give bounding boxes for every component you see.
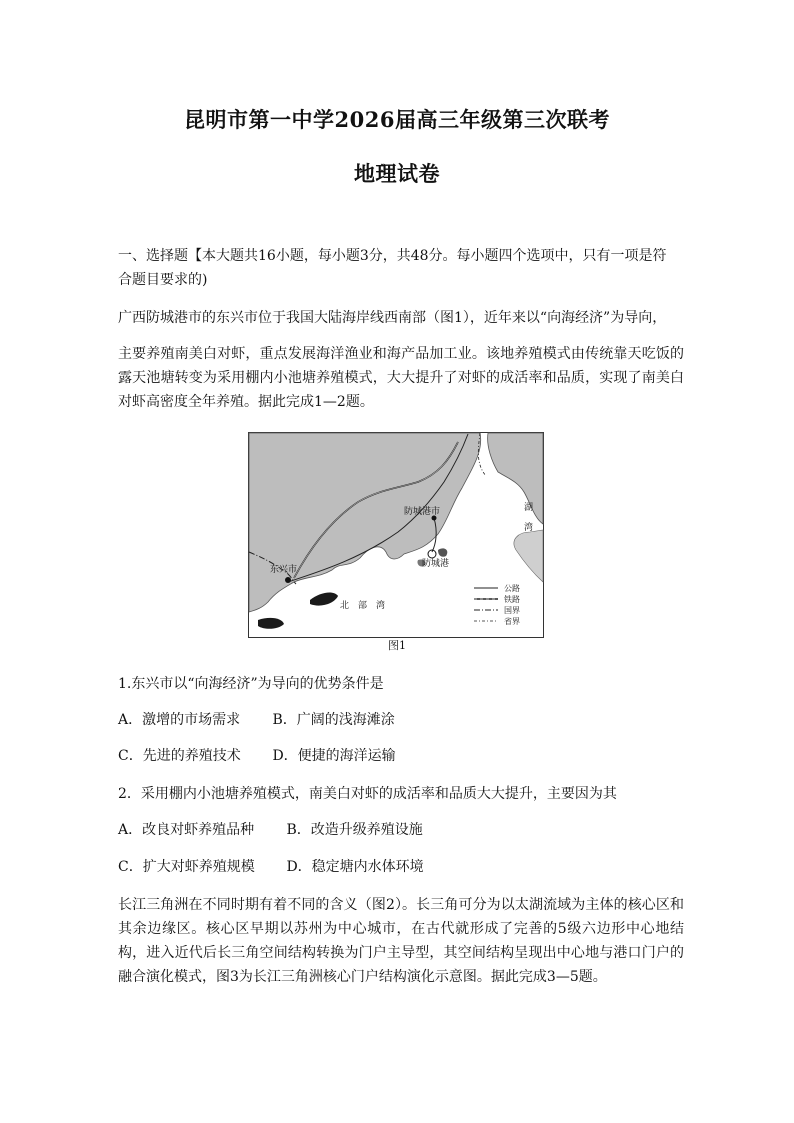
map-svg	[248, 432, 544, 638]
section-heading-line2: 合题目要求的)	[118, 272, 208, 288]
q2-option-a: A．改良对虾养殖品种	[118, 822, 255, 838]
q2-stem: 2．采用棚内小池塘养殖模式，南美白对虾的成活率和品质大大提升，主要因为其	[118, 786, 617, 802]
figure1-caption: 图1	[388, 639, 406, 652]
label-dx-city: 东兴市	[270, 565, 298, 575]
label-gulf: 北 部 湾	[340, 601, 386, 611]
subject-title: 地理试卷	[354, 161, 440, 186]
legend-road: 公路	[504, 584, 520, 593]
section-heading-line1: 一、选择题【本大题共16小题，每小题3分，共48分。每小题四个选项中，只有一项是符	[118, 248, 667, 264]
label-bay: 湾	[524, 523, 534, 533]
exam-title: 昆明市第一中学2026届高三年级第三次联考	[184, 107, 610, 132]
q2-option-d: D．稳定塘内水体环境	[286, 859, 424, 875]
q1-option-d: D．便捷的海洋运输	[272, 748, 396, 764]
figure1-map	[248, 432, 544, 638]
legend-province-border: 省界	[504, 617, 520, 626]
q1-option-c: C．先进的养殖技术	[118, 748, 241, 764]
q1-option-b: B．广阔的浅海滩涂	[272, 712, 395, 728]
city-dx-dot	[285, 577, 291, 583]
q2-options-row1	[118, 818, 423, 842]
q1-option-a: A．激增的市场需求	[118, 712, 241, 728]
q1-stem: 1.东兴市以“向海经济”为导向的优势条件是	[118, 676, 384, 692]
passage1-line1: 广西防城港市的东兴市位于我国大陆海岸线西南部（图1），近年来以“向海经济”为导向，	[118, 310, 667, 326]
label-fcg-port: 防城港	[422, 559, 450, 569]
passage2-body: 长江三角洲在不同时期有着不同的含义（图2）。长三角可分为以太湖流域为主体的核心区和其余边缘区。核心区早期以苏州为中心城市，在古代就形成了完善的5级六边形中心地结构，进入近代后长三角空间结构转换为门户主导型，其空间结构呈现出中心地与港口门户的融合演化模式，图3为长江三角洲核心门户结构演化示意图。据此完成3—5题。	[118, 897, 684, 985]
legend-national-border: 国界	[504, 606, 520, 615]
label-bay2: 湖	[524, 503, 534, 513]
legend-rail: 铁路	[504, 595, 520, 604]
q2-options-row2	[118, 855, 424, 879]
q2-option-c: C．扩大对虾养殖规模	[118, 859, 255, 875]
label-fcg-city: 防城港市	[404, 507, 441, 517]
passage1-body: 主要养殖南美白对虾，重点发展海洋渔业和海产品加工业。该地养殖模式由传统靠天吃饭的露天池塘转变为采用棚内小池塘养殖模式，大大提升了对虾的成活率和品质，实现了南美白对虾高密度全年养殖。据此完成1—2题。	[118, 346, 684, 410]
q2-option-b: B．改造升级养殖设施	[286, 822, 423, 838]
q1-options-row1	[118, 708, 395, 732]
q1-options-row2	[118, 744, 396, 768]
